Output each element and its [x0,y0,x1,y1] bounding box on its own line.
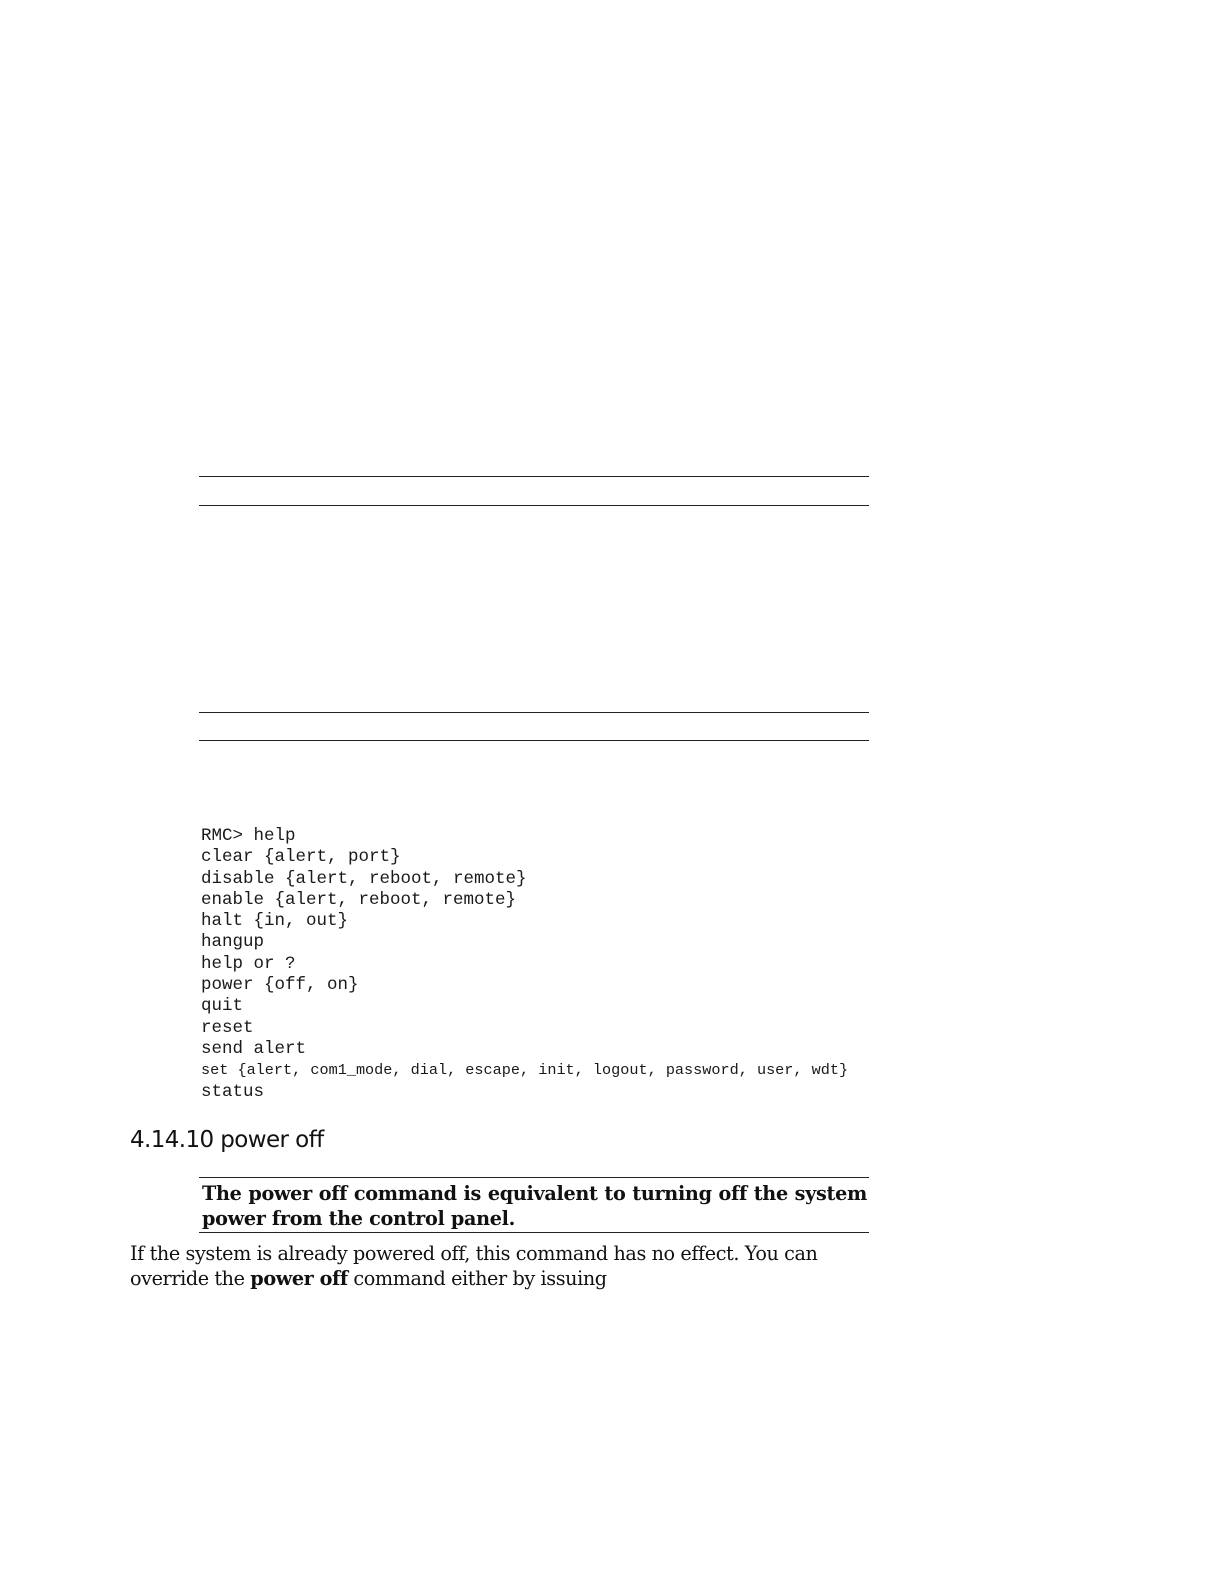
rule-top-1 [199,476,869,477]
code-line: send alert [201,1038,307,1059]
code-line: RMC> help [201,826,296,846]
code-line: set {alert, com1_mode, dial, escape, init, logout, password, user, wdt} [201,1061,849,1080]
note-text: The power off command is equivalent to turning off the system power from the control panel. [202,1182,867,1230]
code-line: quit [201,996,244,1017]
code-line: enable {alert, reboot, remote} [201,889,517,910]
body-paragraph [130,1241,850,1291]
rule-top-2 [199,505,869,506]
code-line: halt {in, out} [201,911,349,932]
rule-mid-1 [199,712,869,713]
code-line: power {off, on} [201,975,359,996]
code-line: reset [201,1017,254,1038]
body-intro-text: If the system is already powered off, this command has no effect. You can override the [130,1242,818,1290]
code-line: disable {alert, reboot, remote} [201,868,527,889]
code-line: hangup [201,932,265,953]
help-output-code-block [201,826,848,1103]
section-heading: 4.14.10 power off [130,1127,324,1153]
note-box [199,1177,869,1233]
rule-mid-2 [199,740,869,741]
command-name: power off [250,1267,348,1290]
code-line: help or ? [201,953,296,974]
code-line: clear {alert, port} [201,847,401,868]
code-line: status [201,1081,265,1102]
body-rest-text: command either by issuing [347,1267,607,1290]
